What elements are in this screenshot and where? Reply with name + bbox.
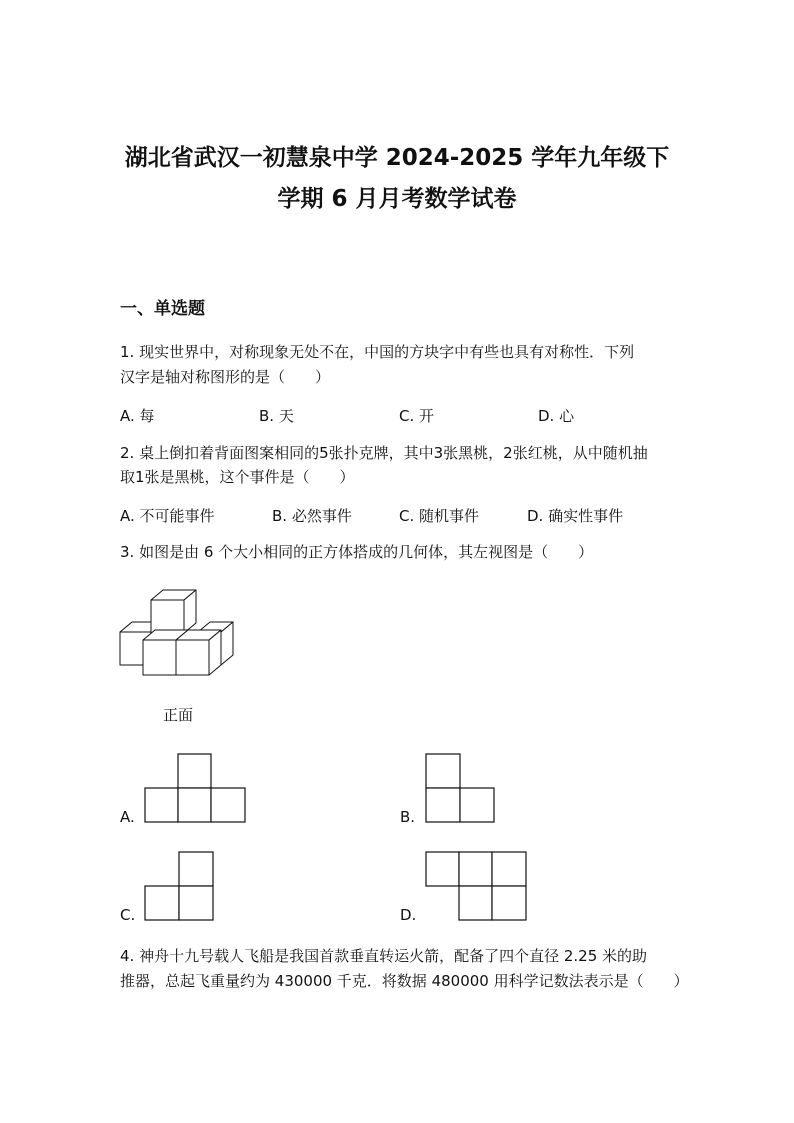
question-3-option-d[interactable]: D.	[400, 906, 417, 924]
question-1-line-2: 汉字是轴对称图形的是（ ）	[120, 368, 331, 386]
option-a-view-figure[interactable]	[144, 753, 248, 823]
question-3-option-c[interactable]: C.	[120, 906, 136, 924]
question-3-option-b[interactable]: B.	[400, 808, 416, 826]
question-4-line-2: 推器，总起飞重量约为 430000 千克．将数据 480000 用科学记数法表示是（ ）	[120, 972, 689, 990]
question-2-option-c[interactable]: C. 随机事件	[399, 507, 480, 525]
question-1-option-b[interactable]: B. 天	[259, 407, 294, 425]
question-1-option-d[interactable]: D. 心	[538, 407, 575, 425]
page-title-line-1: 湖北省武汉一初慧泉中学 2024-2025 学年九年级下	[124, 145, 670, 171]
question-3-option-a[interactable]: A.	[120, 808, 135, 826]
question-2-option-d[interactable]: D. 确实性事件	[527, 507, 624, 525]
option-b-view-figure[interactable]	[425, 753, 497, 823]
question-1-line-1: 1. 现实世界中，对称现象无处不在，中国的方块字中有些也具有对称性．下列	[120, 343, 635, 361]
page-title-line-2: 学期 6 月月考数学试卷	[277, 186, 517, 212]
option-d-view-figure[interactable]	[425, 851, 529, 921]
question-4-line-1: 4. 神舟十九号载人飞船是我国首款垂直转运火箭，配备了四个直径 2.25 米的助	[120, 947, 648, 965]
question-3-line-1: 3. 如图是由 6 个大小相同的正方体搭成的几何体，其左视图是（ ）	[120, 543, 594, 561]
question-2-line-1: 2. 桌上倒扣着背面图案相同的5张扑克牌，其中3张黑桃，2张红桃，从中随机抽	[120, 444, 648, 462]
question-2-option-b[interactable]: B. 必然事件	[272, 507, 352, 525]
question-1-option-a[interactable]: A. 每	[120, 407, 155, 425]
figure-caption: 正面	[163, 706, 194, 724]
cube-stack-figure	[115, 585, 245, 680]
question-1-option-c[interactable]: C. 开	[399, 407, 435, 425]
question-2-option-a[interactable]: A. 不可能事件	[120, 507, 215, 525]
section-heading: 一、单选题	[120, 299, 205, 319]
option-c-view-figure[interactable]	[144, 851, 216, 921]
question-2-line-2: 取1张是黑桃，这个事件是（ ）	[120, 468, 355, 486]
